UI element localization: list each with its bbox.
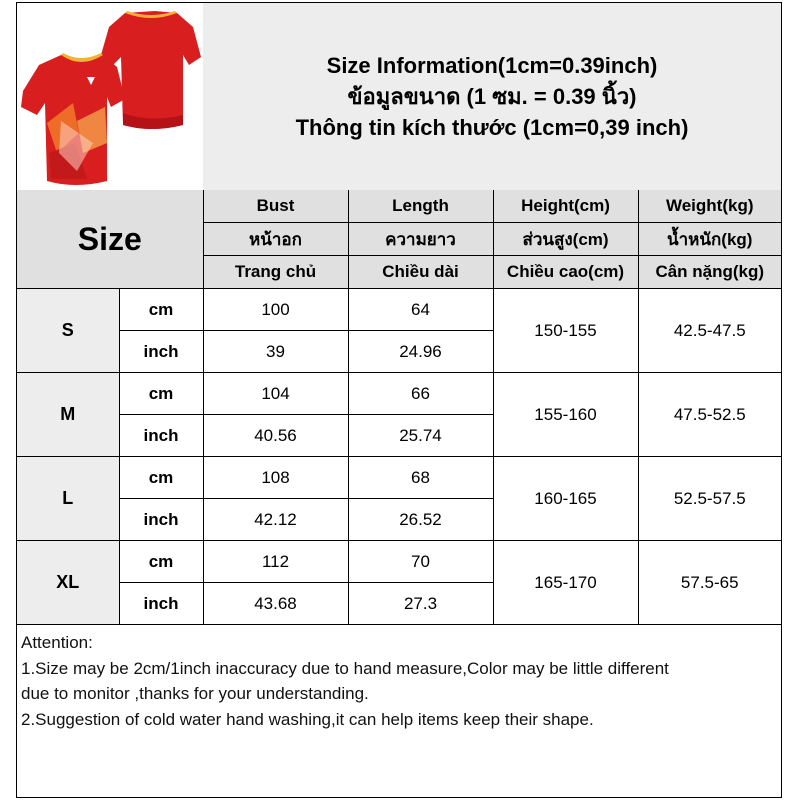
- bust-cm-value: 108: [203, 457, 348, 499]
- weight-range: 42.5-47.5: [638, 289, 781, 373]
- weight-range: 47.5-52.5: [638, 373, 781, 457]
- col-header-bust-en: Bust: [203, 190, 348, 223]
- col-header-length-en: Length: [348, 190, 493, 223]
- info-line-thai: ข้อมูลขนาด (1 ซม. = 0.39 นิ้ว): [347, 84, 637, 109]
- size-label-xl: XL: [17, 541, 119, 625]
- table-row: [17, 289, 781, 331]
- unit-cm: cm: [119, 289, 203, 331]
- attention-notes: [17, 628, 781, 732]
- height-range: 150-155: [493, 289, 638, 373]
- size-chart-sheet: [16, 2, 782, 798]
- unit-inch: inch: [119, 415, 203, 457]
- height-range: 165-170: [493, 541, 638, 625]
- tshirt-front-view: [21, 53, 125, 185]
- size-column-title: Size: [17, 190, 203, 289]
- col-header-height-en: Height(cm): [493, 190, 638, 223]
- col-header-height-vi: Chiều cao(cm): [493, 256, 638, 289]
- weight-range: 52.5-57.5: [638, 457, 781, 541]
- length-inch-value: 27.3: [348, 583, 493, 625]
- weight-range: 57.5-65: [638, 541, 781, 625]
- product-photo-cell: [17, 3, 204, 191]
- bust-inch-value: 42.12: [203, 499, 348, 541]
- unit-cm: cm: [119, 373, 203, 415]
- length-inch-value: 24.96: [348, 331, 493, 373]
- col-header-length-vi: Chiều dài: [348, 256, 493, 289]
- length-cm-value: 68: [348, 457, 493, 499]
- table-row: [17, 373, 781, 415]
- bust-cm-value: 104: [203, 373, 348, 415]
- bust-inch-value: 39: [203, 331, 348, 373]
- length-cm-value: 64: [348, 289, 493, 331]
- unit-inch: inch: [119, 499, 203, 541]
- col-header-height-th: ส่วนสูง(cm): [493, 223, 638, 256]
- unit-inch: inch: [119, 583, 203, 625]
- length-inch-value: 25.74: [348, 415, 493, 457]
- length-inch-value: 26.52: [348, 499, 493, 541]
- attention-line: 1.Size may be 2cm/1inch inaccuracy due to hand measure,Color may be little different: [21, 658, 669, 678]
- length-cm-value: 66: [348, 373, 493, 415]
- height-range: 155-160: [493, 373, 638, 457]
- height-range: 160-165: [493, 457, 638, 541]
- table-header-row: [17, 190, 781, 223]
- attention-line: 2.Suggestion of cold water hand washing,it can help items keep their shape.: [21, 709, 594, 729]
- table-row: [17, 457, 781, 499]
- attention-line: due to monitor ,thanks for your understanding.: [21, 684, 369, 703]
- size-label-m: M: [17, 373, 119, 457]
- unit-cm: cm: [119, 541, 203, 583]
- info-line-english: Size Information(1cm=0.39inch): [326, 53, 658, 78]
- col-header-bust-vi: Trang chủ: [203, 256, 348, 289]
- unit-inch: inch: [119, 331, 203, 373]
- size-label-s: S: [17, 289, 119, 373]
- col-header-weight-en: Weight(kg): [638, 190, 781, 223]
- length-cm-value: 70: [348, 541, 493, 583]
- bust-inch-value: 43.68: [203, 583, 348, 625]
- size-label-l: L: [17, 457, 119, 541]
- info-line-vietnamese: Thông tin kích thước (1cm=0,39 inch): [295, 115, 689, 140]
- col-header-weight-vi: Cân nặng(kg): [638, 256, 781, 289]
- bust-inch-value: 40.56: [203, 415, 348, 457]
- table-row: [17, 541, 781, 583]
- size-info-header: [203, 3, 781, 191]
- size-table: [17, 190, 781, 625]
- col-header-bust-th: หน้าอก: [203, 223, 348, 256]
- attention-title: Attention:: [21, 633, 93, 652]
- red-sports-tshirt-icon: [17, 3, 203, 190]
- col-header-length-th: ความยาว: [348, 223, 493, 256]
- bust-cm-value: 112: [203, 541, 348, 583]
- bust-cm-value: 100: [203, 289, 348, 331]
- col-header-weight-th: น้ำหนัก(kg): [638, 223, 781, 256]
- unit-cm: cm: [119, 457, 203, 499]
